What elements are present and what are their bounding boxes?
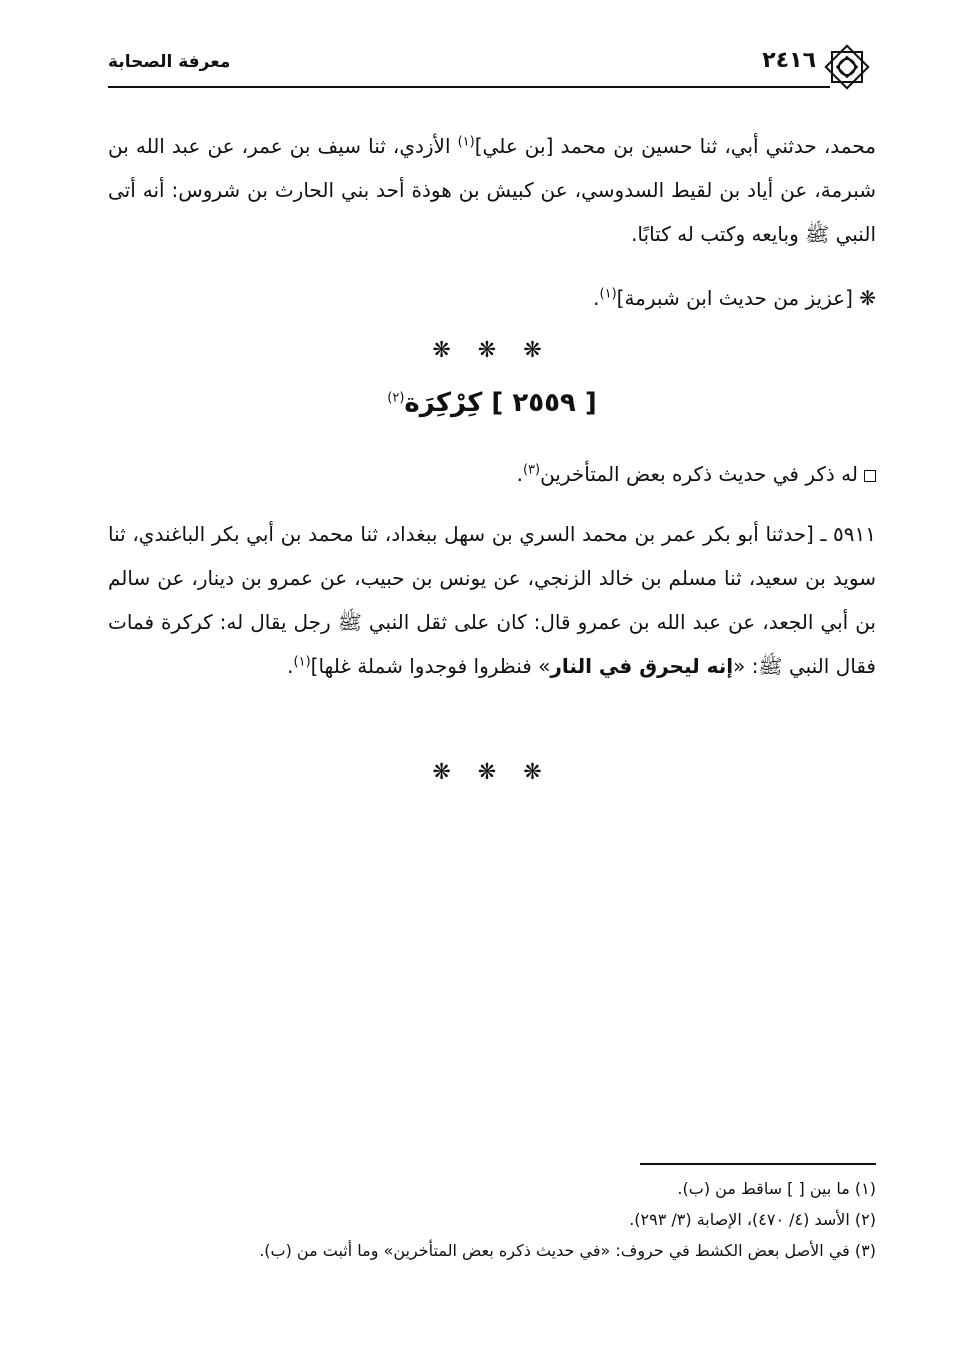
book-title: معرفة الصحابة xyxy=(108,52,231,72)
mention-end: . xyxy=(516,462,523,486)
footnotes xyxy=(108,1173,876,1266)
footnote-3: (٣) في الأصل بعض الكشط في حروف: «في حديث ذكره بعض المتأخرين» وما أثبت من (ب). xyxy=(259,1241,876,1260)
entry-title: [ ٢٥٥٩ ] كِرْكِرَة xyxy=(404,388,597,418)
hadith-text: ٥٩١١ ـ [حدثنا أبو بكر عمر بن محمد السري بن سهل ببغداد، ثنا محمد بن أبي بكر الباغندي، ثنا سويد بن سعيد، ثنا مسلم بن خالد الزنجي، عن يونس بن حبيب، عن عمرو بن دينار، عن سالم بن أبي الجعد، عن عبد الله بن عمرو قال: كان على ثقل النبي ﷺ رجل يقال له: كركرة فمات فقال النبي ﷺ: « xyxy=(108,522,876,678)
hadith-paragraph xyxy=(108,512,876,688)
footnote-ref: (٣) xyxy=(522,462,541,478)
paragraph-1-text-cont: الأزدي، ثنا سيف بن عمر، عن عبد الله بن شبرمة، عن أياد بن لقيط السدوسي، عن كبيش بن هوذة أحد بني الحارث بن شروس: أنه أتى النبي ﷺ وبايعه وكتب له كتابًا. xyxy=(108,134,876,246)
mention-line xyxy=(108,452,876,496)
footnote-ref: (١) xyxy=(599,286,617,302)
section-separator: ❋ ❋ ❋ xyxy=(432,338,552,363)
mention-text: له ذكر في حديث ذكره بعض المتأخرين xyxy=(540,462,858,486)
hadith-text-cont: » فنظروا فوجدوا شملة غلها] xyxy=(310,654,551,678)
page-header xyxy=(108,46,876,90)
footnote-ref: (٢) xyxy=(387,390,405,406)
section-separator-2: ❋ ❋ ❋ xyxy=(432,760,552,785)
note-end: . xyxy=(593,286,600,310)
footnote-ref: (١) xyxy=(457,134,475,150)
footnote-rule xyxy=(640,1163,876,1165)
hadith-quote: إنه ليحرق في النار xyxy=(550,654,734,678)
entry-heading xyxy=(108,388,876,418)
square-icon xyxy=(864,470,876,482)
page-number: ٢٤١٦ xyxy=(762,48,816,73)
note-text: ❋ [عزيز من حديث ابن شبرمة] xyxy=(616,286,876,310)
footnote-2: (٢) الأسد (٤/ ٤٧٠)، الإصابة (٣/ ٢٩٣). xyxy=(629,1210,876,1229)
footnote-1: (١) ما بين [ ] ساقط من (ب). xyxy=(677,1179,876,1198)
header-rule xyxy=(108,86,830,88)
hadith-end: . xyxy=(287,654,294,678)
footnote-ref: (١) xyxy=(293,654,311,670)
note-line xyxy=(108,276,876,320)
paragraph-1-text: محمد، حدثني أبي، ثنا حسين بن محمد [بن علي] xyxy=(474,134,876,158)
paragraph-1 xyxy=(108,124,876,256)
